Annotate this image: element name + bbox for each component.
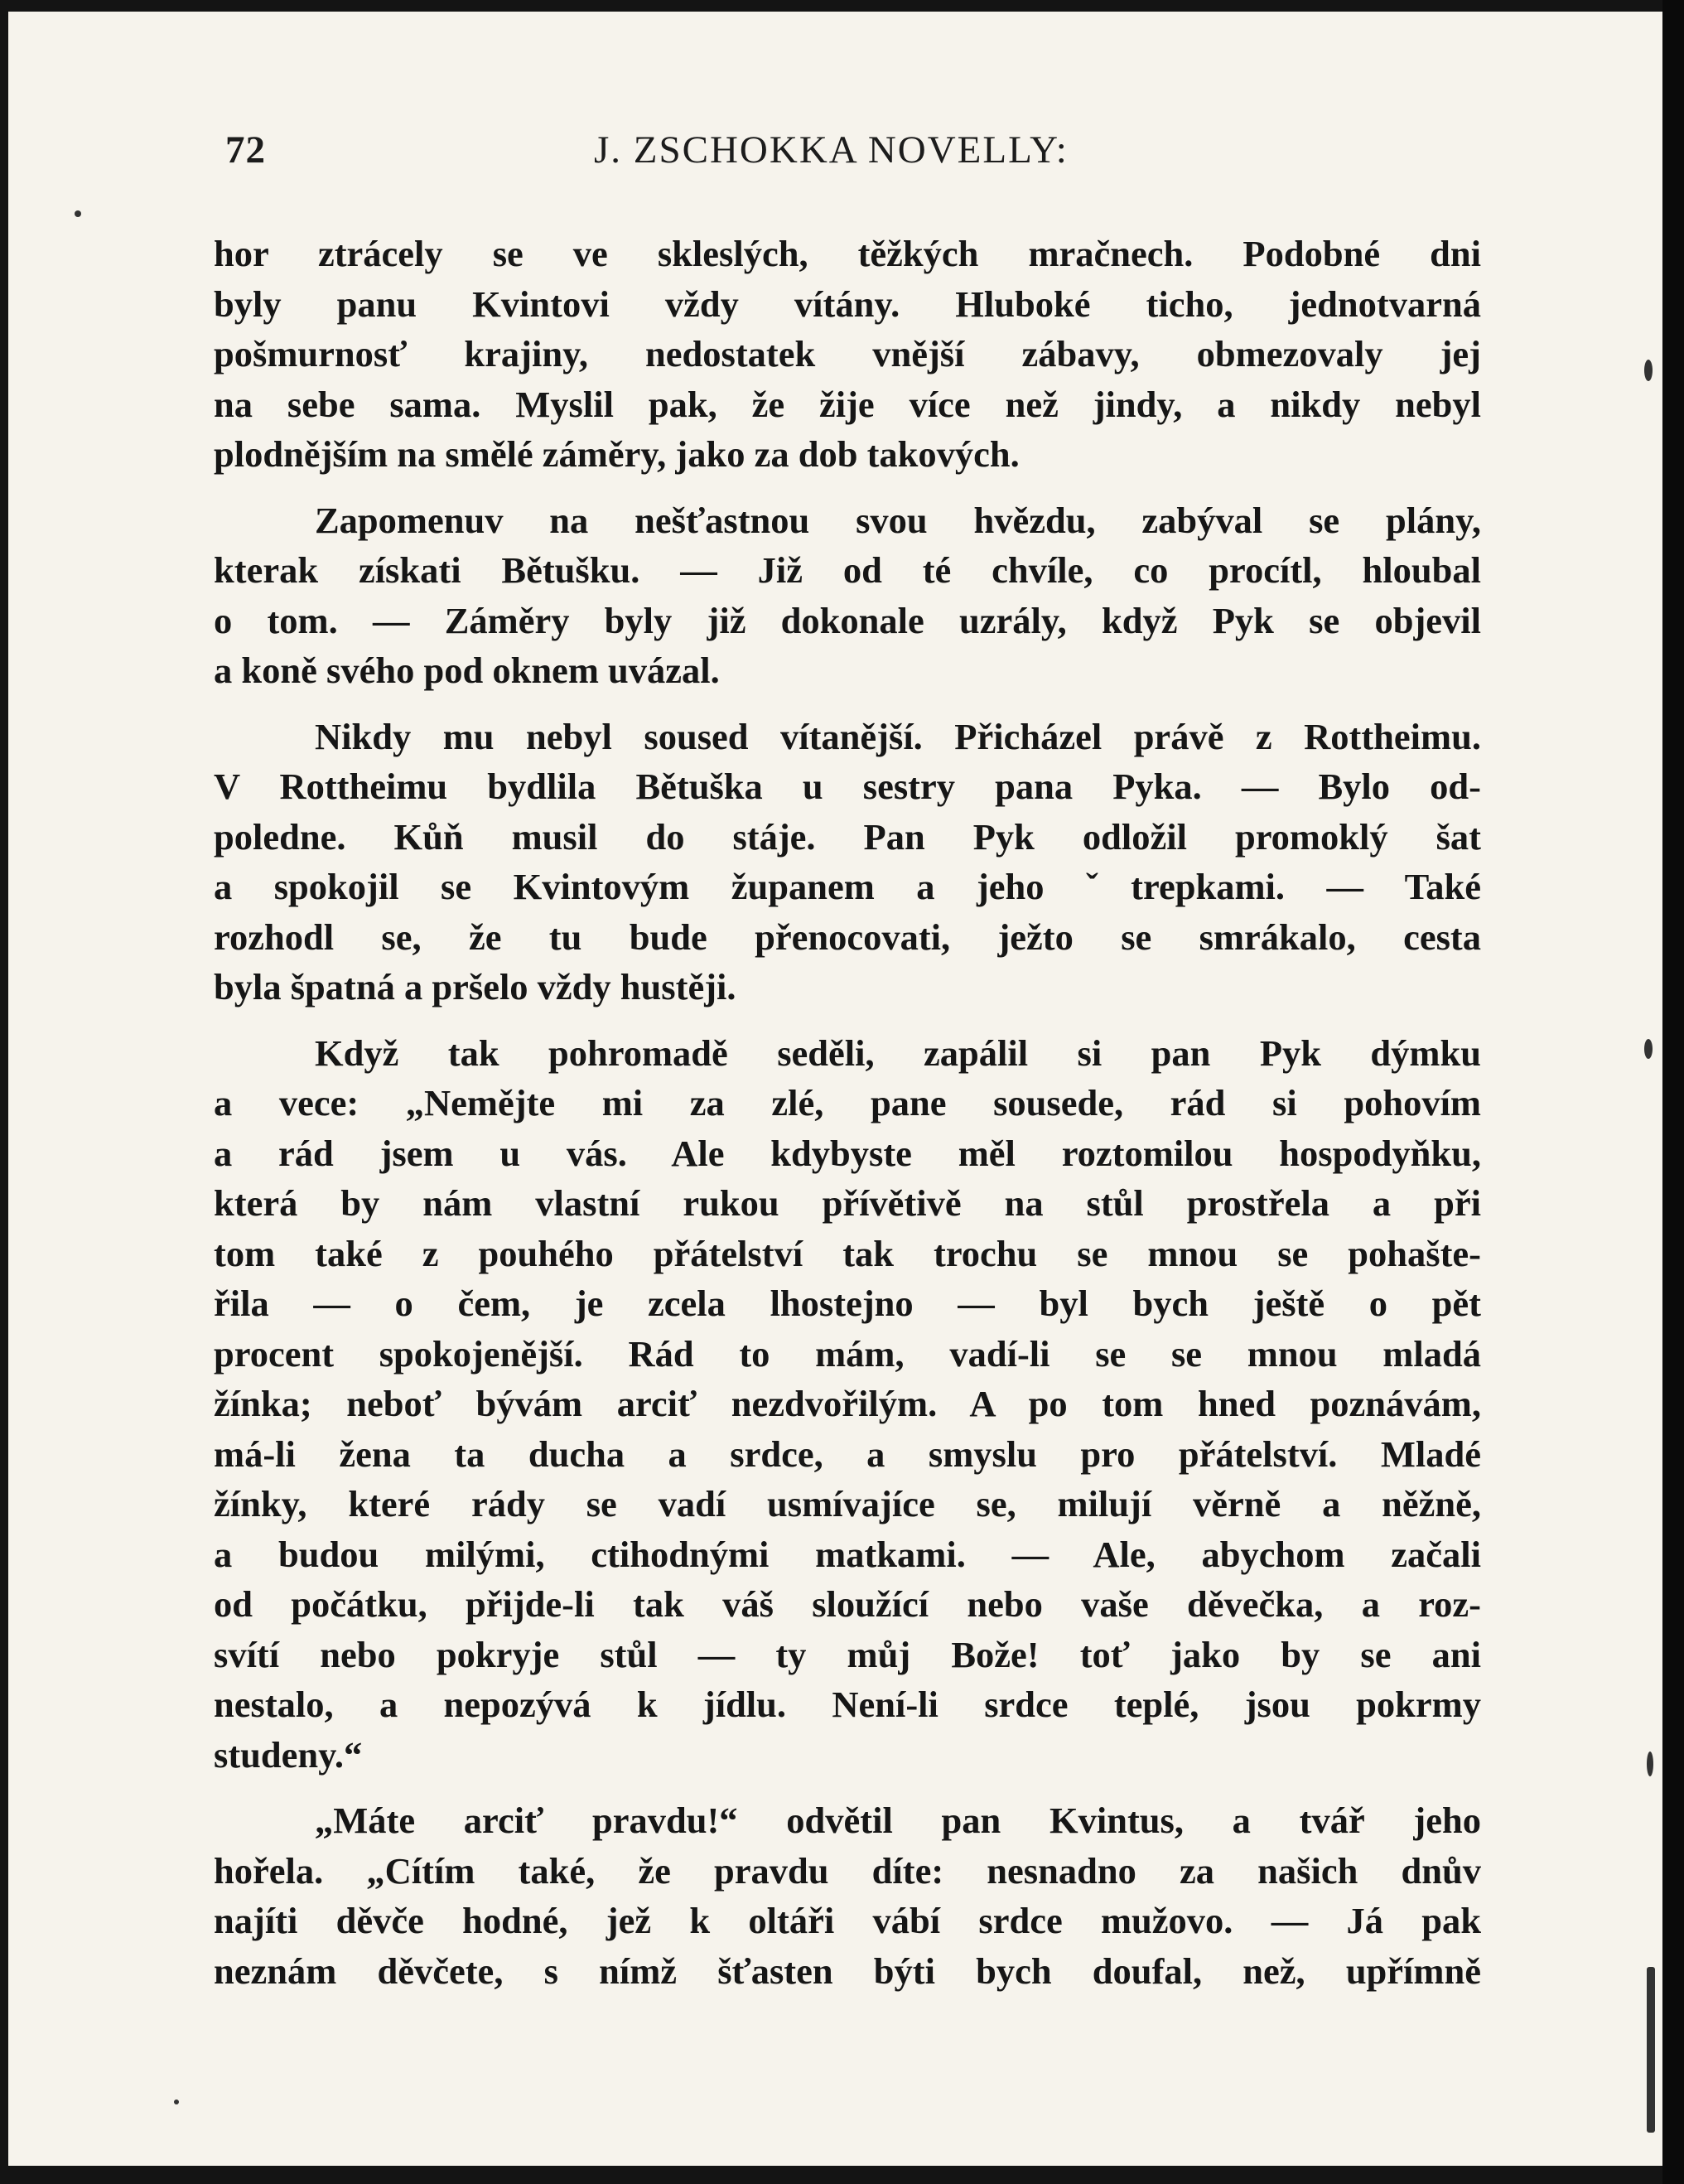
text-line: svítí nebo pokryje stůl — ty můj Bože! toť jako by se ani [214, 1633, 1481, 1675]
text-line: na sebe sama. Myslil pak, že žije více než jindy, a nikdy nebyl [214, 383, 1481, 425]
running-head: J. ZSCHOKKA NOVELLY: [594, 128, 1069, 172]
text-line: poledne. Kůň musil do stáje. Pan Pyk odložil promoklý šat [214, 815, 1481, 858]
text-line: kterak získati Bětušku. — Již od té chvíle, co procítl, hloubal [214, 549, 1481, 591]
paragraph [214, 712, 1481, 1012]
text-line: která by nám vlastní rukou přívětivě na stůl prostřela a při [214, 1182, 1481, 1224]
scan-speck [75, 210, 81, 217]
body-text [214, 229, 1481, 1996]
text-line: Nikdy mu nebyl soused vítanější. Přicházel právě z Rottheimu. [315, 715, 1481, 757]
text-line: žínka; neboť bývám arciť nezdvořilým. A po tom hned poznávám, [214, 1383, 1481, 1424]
text-line: o tom. — Záměry byly již dokonale uzrály, když Pyk se objevil [214, 599, 1481, 641]
page-header [225, 128, 1484, 177]
page-number: 72 [225, 128, 266, 172]
text-line: byly panu Kvintovi vždy vítány. Hluboké ticho, jednotvarná [214, 283, 1481, 325]
book-page [8, 12, 1662, 2166]
text-line: a rád jsem u vás. Ale kdybyste měl roztomilou hospodyňku, [214, 1132, 1481, 1174]
scan-speck [174, 2099, 179, 2104]
text-line: plodnějším na smělé záměry, jako za dob takových. [214, 433, 1020, 475]
scan-border [1662, 0, 1684, 2184]
text-line: žínky, které rády se vadí usmívajíce se, milují věrně a něžně, [214, 1483, 1481, 1524]
text-line: pošmurnosť krajiny, nedostatek vnější zábavy, obmezovaly jej [214, 333, 1481, 374]
text-line: neznám děvčete, s nímž šťasten býti bych doufal, než, upřímně [214, 1950, 1481, 1992]
text-line: a vece: „Nemějte mi za zlé, pane sousede, rád si pohovím [214, 1082, 1481, 1123]
text-line: a budou milými, ctihodnými matkami. — Ale, abychom začali [214, 1533, 1481, 1575]
text-line: Zapomenuv na nešťastnou svou hvězdu, zabýval se plány, [315, 499, 1481, 541]
text-line: procent spokojenější. Rád to mám, vadí-li se se mnou mladá [214, 1332, 1481, 1375]
text-line: má-li žena ta ducha a srdce, a smyslu pro přátelství. Mladé [214, 1433, 1481, 1475]
scan-speck [1647, 1967, 1655, 2133]
scan-speck [1644, 360, 1653, 381]
text-line: a spokojil se Kvintovým županem a jeho ˇtrepkami. — Také [214, 866, 1481, 907]
text-line: byla špatná a pršelo vždy hustěji. [214, 966, 736, 1007]
scan-speck [1644, 1039, 1653, 1059]
text-line: nestalo, a nepozývá k jídlu. Není-li srdce teplé, jsou pokrmy [214, 1684, 1481, 1725]
text-line: V Rottheimu bydlila Bětuška u sestry pana Pyka. — Bylo od- [214, 766, 1481, 807]
paragraph [214, 1795, 1481, 1996]
text-line: Když tak pohromadě seděli, zapálil si pan Pyk dýmku [315, 1032, 1481, 1074]
text-line: rozhodl se, že tu bude přenocovati, ježto se smrákalo, cesta [214, 916, 1481, 958]
scan-speck [1647, 1752, 1653, 1776]
paragraph [214, 229, 1481, 480]
text-line: hořela. „Cítím také, že pravdu díte: nesnadno za našich dnův [214, 1849, 1481, 1892]
text-line: tom také z pouhého přátelství tak trochu se mnou se pohašte- [214, 1232, 1481, 1274]
text-line: a koně svého pod oknem uvázal. [214, 650, 720, 691]
text-line: „Máte arciť pravdu!“ odvětil pan Kvintus, a tvář jeho [315, 1800, 1481, 1841]
text-line: najíti děvče hodné, jež k oltáři vábí srdce mužovo. — Já pak [214, 1900, 1481, 1941]
text-line: řila — o čem, je zcela lhostejno — byl bych ještě o pět [214, 1283, 1481, 1324]
paragraph [214, 495, 1481, 696]
text-line: od počátku, přijde-li tak váš sloužící nebo vaše děvečka, a roz- [214, 1583, 1481, 1625]
paragraph [214, 1028, 1481, 1781]
text-line: studeny.“ [214, 1733, 363, 1776]
text-line: hor ztrácely se ve skleslých, těžkých mračnech. Podobné dni [214, 233, 1481, 274]
